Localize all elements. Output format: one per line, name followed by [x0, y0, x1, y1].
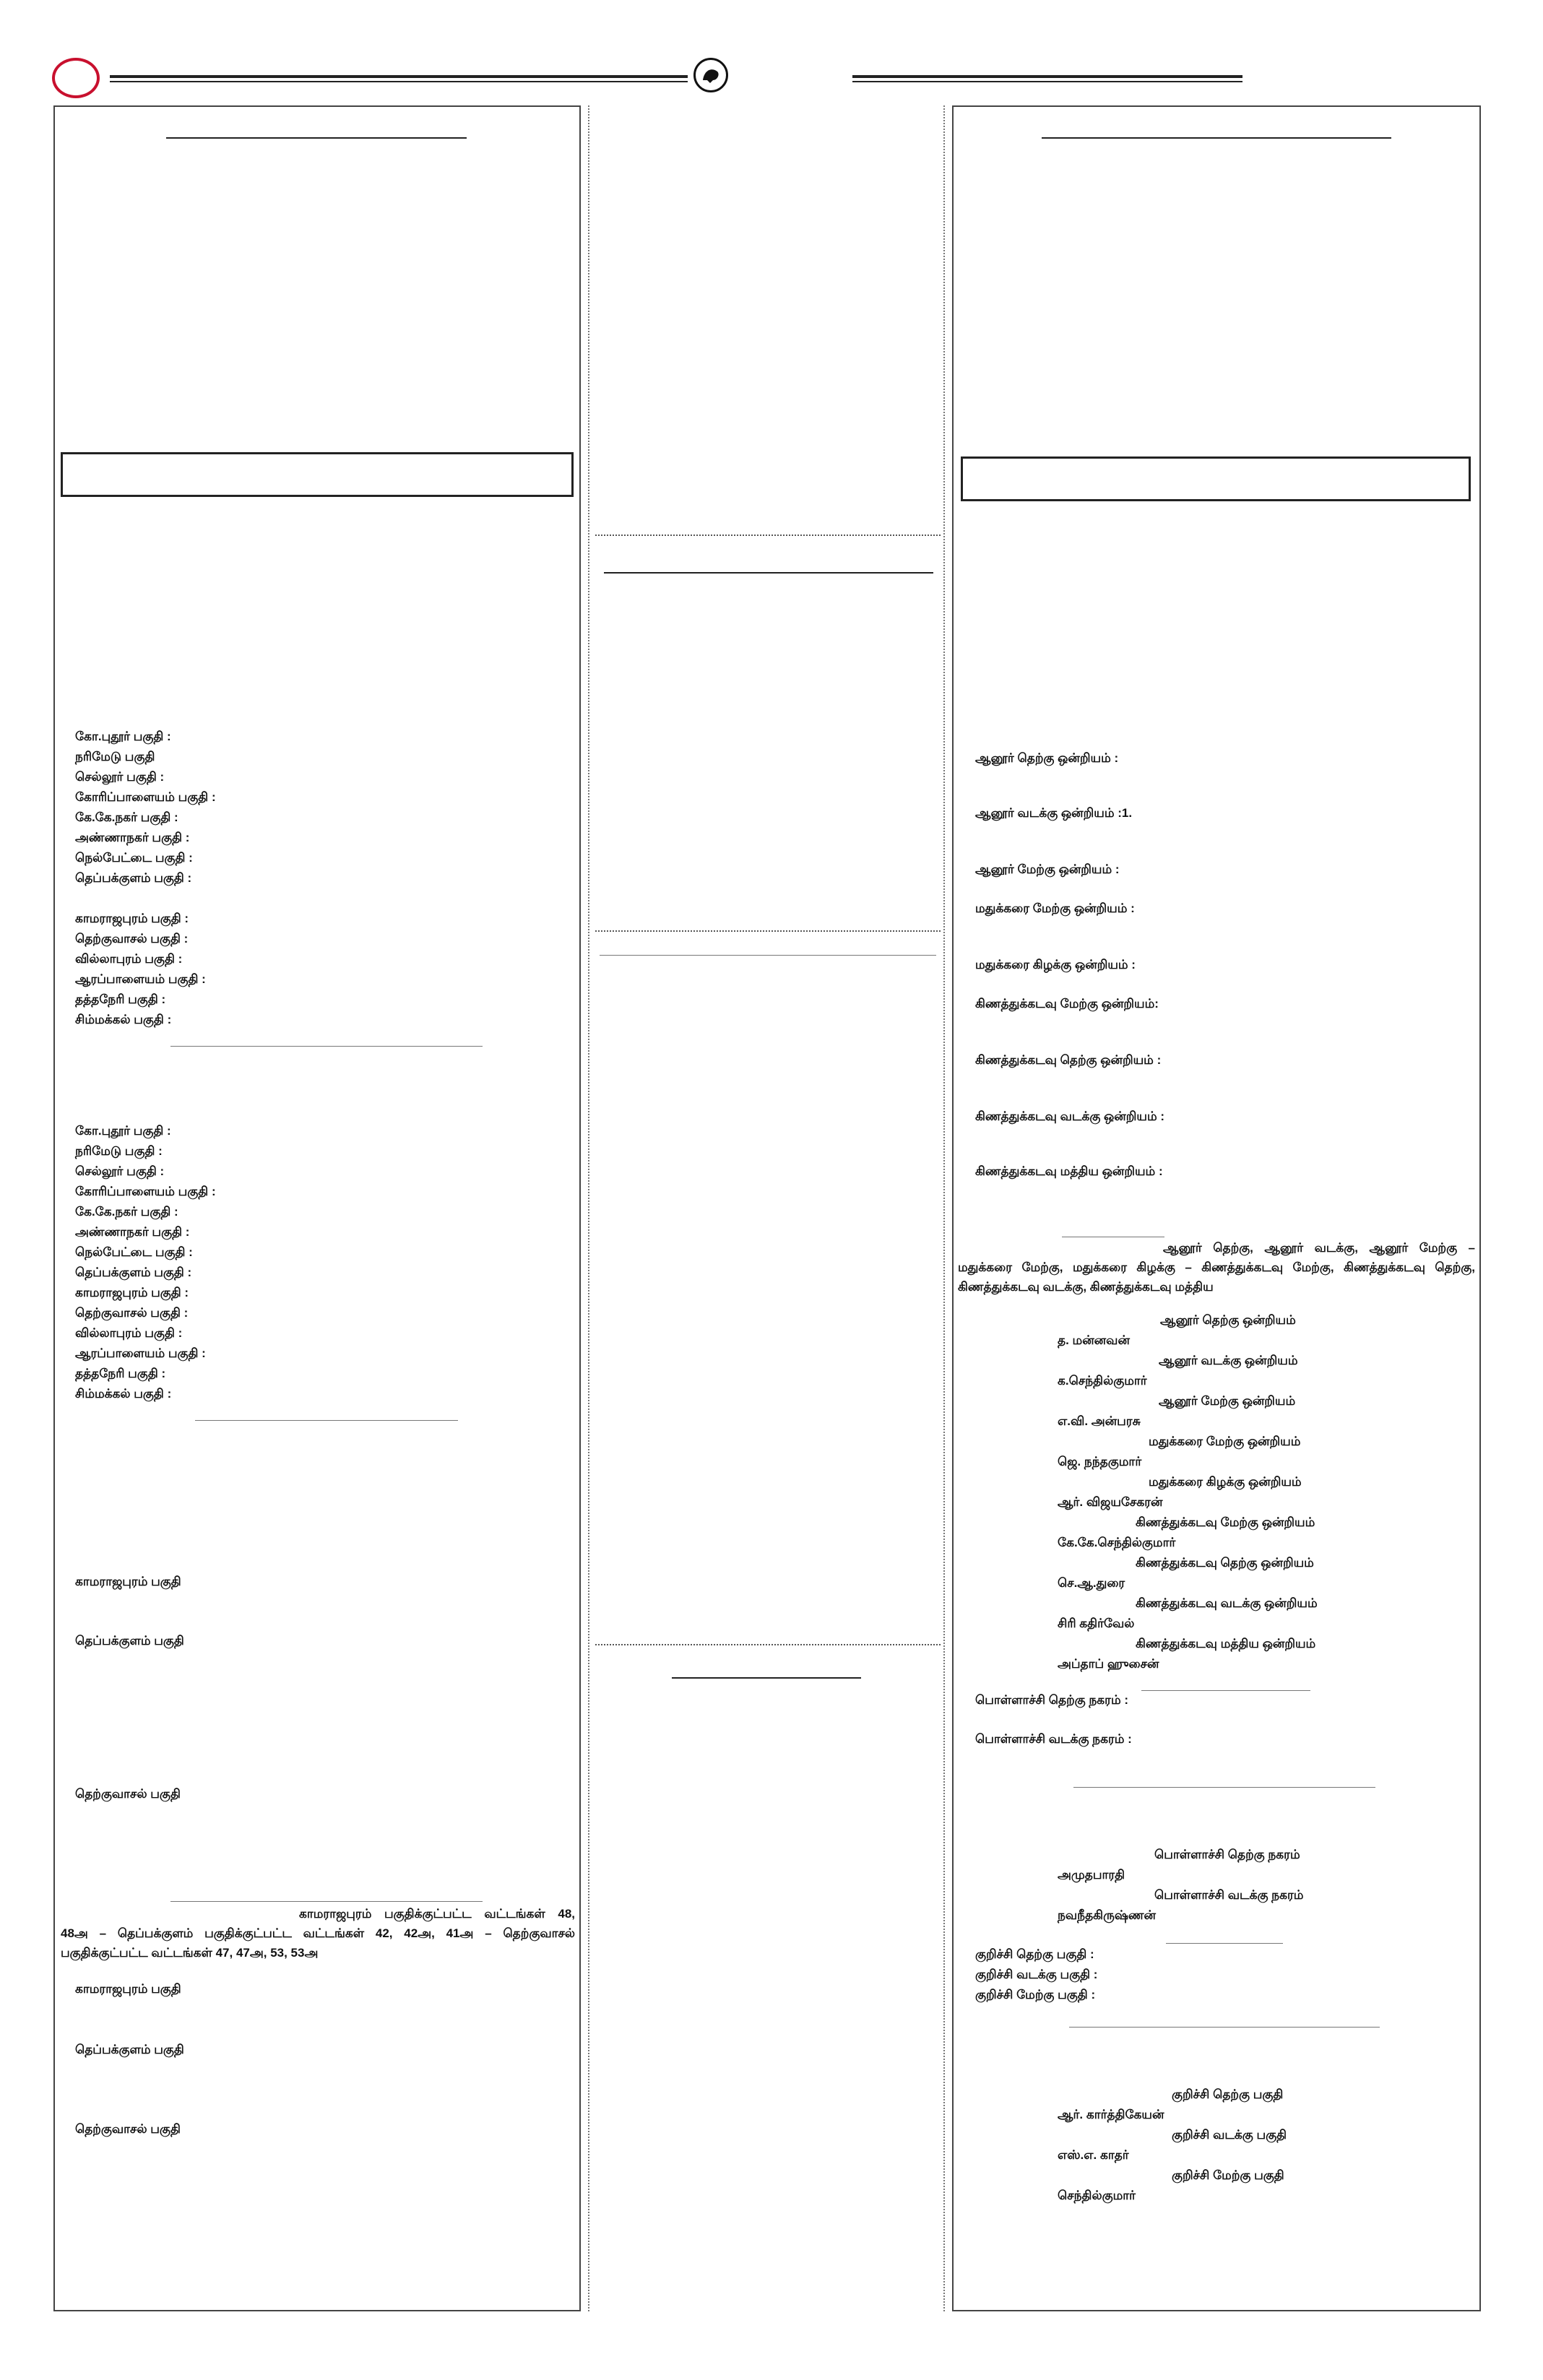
list-item: தத்தநேரி பகுதி : [75, 1367, 166, 1380]
right-section-rule-2 [1141, 1690, 1310, 1691]
left-paragraph-wards: காமராஜபுரம் பகுதிக்குட்பட்ட வட்டங்கள் 48, 48அ – தெப்பக்குளம் பகுதிக்குட்பட்ட வட்டங்கள் 42, 42அ, 41அ – தெற்குவாசல் பகுதிக்குட்பட்ட வட்டங்கள் 47, 47அ, 53, 53அ [61, 1907, 575, 1960]
header-rule-right [852, 75, 1242, 78]
list-item: ஆனூர் வடக்கு ஒன்றியம் :1. [975, 806, 1133, 820]
list-item: மதுக்கரை கிழக்கு ஒன்றியம் : [975, 958, 1136, 972]
emblem-icon [693, 58, 728, 92]
list-item: தெற்குவாசல் பகுதி : [75, 932, 189, 945]
list-item: கிணத்துக்கடவு மேற்கு ஒன்றியம்: [975, 997, 1159, 1011]
list-item: காமராஜபுரம் பகுதி : [75, 1286, 189, 1299]
appointment-unit: குறிச்சி வடக்கு பகுதி [1172, 2128, 1287, 2142]
list-item: தெப்பக்குளம் பகுதி : [75, 1265, 192, 1279]
list-item: வில்லாபுரம் பகுதி : [75, 952, 183, 966]
appointment-name: எ.வி. அன்பரசு [1058, 1414, 1141, 1428]
appointment-name: த. மன்னவன் [1058, 1333, 1130, 1347]
left-section-therkuvasal: தெற்குவாசல் பகுதி [75, 1787, 181, 1801]
left-section-theppakulam: தெப்பக்குளம் பகுதி [75, 1634, 184, 1648]
right-section-rule-5 [1069, 2027, 1380, 2028]
list-item: கோ.புதூர் பகுதி : [75, 730, 171, 743]
left-section-rule-2 [195, 1420, 458, 1421]
appointment-name: அப்தாப் ஹுசைன் [1058, 1657, 1159, 1671]
middle-title-rule-3 [672, 1677, 861, 1679]
appointment-unit: மதுக்கரை மேற்கு ஒன்றியம் [1149, 1435, 1301, 1448]
left-title-rule [166, 137, 467, 139]
right-title-rule [1042, 137, 1391, 139]
appointment-name: எஸ்.எ. காதர் [1058, 2148, 1129, 2162]
list-item: கோ.புதூர் பகுதி : [75, 1124, 171, 1138]
list-item: சிம்மக்கல் பகுதி : [75, 1387, 172, 1401]
right-heading-box [961, 456, 1471, 501]
list-item: நெல்பேட்டை பகுதி : [75, 1245, 193, 1259]
list-item: கிணத்துக்கடவு வடக்கு ஒன்றியம் : [975, 1109, 1165, 1123]
header-rule-left [110, 75, 688, 78]
header-logo-circle [52, 58, 100, 98]
middle-separator-1 [595, 535, 941, 536]
header-rule-right-thin [852, 81, 1242, 82]
left-section-kamarajapuram-2: காமராஜபுரம் பகுதி [75, 1982, 181, 1996]
appointment-unit: ஆனூர் வடக்கு ஒன்றியம் [1159, 1354, 1298, 1367]
list-item: நெல்பேட்டை பகுதி : [75, 851, 193, 865]
list-item: கே.கே.நகர் பகுதி : [75, 810, 178, 824]
middle-separator-3 [595, 1644, 941, 1645]
middle-title-rule-2 [600, 955, 936, 956]
appointment-unit: பொள்ளாச்சி தெற்கு நகரம் [1154, 1848, 1300, 1861]
appointment-name: செந்தில்குமார் [1058, 2189, 1136, 2202]
appointment-name: செ.ஆ.துரை [1058, 1576, 1125, 1590]
kurichi-item: குறிச்சி தெற்கு பகுதி : [975, 1947, 1094, 1961]
appointment-unit: கிணத்துக்கடவு மேற்கு ஒன்றியம் [1136, 1515, 1315, 1529]
list-item: தெற்குவாசல் பகுதி : [75, 1306, 189, 1320]
middle-title-rule-1 [604, 572, 933, 574]
pollachi-item: பொள்ளாச்சி வடக்கு நகரம் : [975, 1732, 1132, 1746]
list-item: ஆரப்பாளையம் பகுதி : [75, 1346, 206, 1360]
kurichi-item: குறிச்சி வடக்கு பகுதி : [975, 1968, 1098, 1981]
right-section-rule-3 [1073, 1787, 1375, 1788]
column-divider-left [588, 105, 589, 2311]
pollachi-item: பொள்ளாச்சி தெற்கு நகரம் : [975, 1693, 1129, 1707]
list-item: கோரிப்பாளையம் பகுதி : [75, 1185, 216, 1198]
kurichi-item: குறிச்சி மேற்கு பகுதி : [975, 1988, 1096, 2002]
list-item: செல்லூர் பகுதி : [75, 770, 165, 784]
middle-separator-2 [595, 930, 941, 932]
list-item: கிணத்துக்கடவு தெற்கு ஒன்றியம் : [975, 1053, 1162, 1067]
appointment-unit: கிணத்துக்கடவு மத்திய ஒன்றியம் [1136, 1637, 1316, 1650]
appointment-name: க.செந்தில்குமார் [1058, 1374, 1147, 1388]
right-section-rule-4 [1166, 1943, 1283, 1944]
list-item: கே.கே.நகர் பகுதி : [75, 1205, 178, 1219]
appointment-unit: ஆனூர் தெற்கு ஒன்றியம் [1160, 1313, 1296, 1327]
appointment-unit: கிணத்துக்கடவு தெற்கு ஒன்றியம் [1136, 1556, 1314, 1570]
list-item: ஆனூர் தெற்கு ஒன்றியம் : [975, 751, 1119, 765]
list-item: காமராஜபுரம் பகுதி : [75, 912, 189, 925]
appointment-unit: பொள்ளாச்சி வடக்கு நகரம் [1154, 1888, 1304, 1902]
appointment-name: ஜெ. நந்தகுமார் [1058, 1455, 1142, 1468]
list-item: தத்தநேரி பகுதி : [75, 992, 166, 1006]
appointment-unit: கிணத்துக்கடவு வடக்கு ஒன்றியம் [1136, 1596, 1318, 1610]
appointment-unit: குறிச்சி தெற்கு பகுதி [1172, 2087, 1284, 2101]
list-item: அண்ணாநகர் பகுதி : [75, 1225, 190, 1239]
appointment-name: சிரி கதிர்வேல் [1058, 1617, 1135, 1630]
appointment-name: அமுதபாரதி [1058, 1868, 1125, 1882]
appointment-name: ஆர். கார்த்திகேயன் [1058, 2108, 1164, 2121]
right-paragraph-unions: ஆனூர் தெற்கு, ஆனூர் வடக்கு, ஆனூர் மேற்கு – மதுக்கரை மேற்கு, மதுக்கரை கிழக்கு – கிணத்துக்கடவு மேற்கு, கிணத்துக்கடவு தெற்கு, கிணத்துக்கடவு வடக்கு, கிணத்துக்கடவு மத்திய [958, 1241, 1475, 1294]
left-section-rule-3 [170, 1901, 483, 1902]
left-section-therkuvasal-2: தெற்குவாசல் பகுதி [75, 2122, 181, 2136]
left-section-rule-1 [170, 1046, 483, 1047]
column-divider-right [943, 105, 945, 2311]
list-item: செல்லூர் பகுதி : [75, 1164, 165, 1178]
list-item: மதுக்கரை மேற்கு ஒன்றியம் : [975, 901, 1135, 915]
list-item: நரிமேடு பகுதி : [75, 1144, 163, 1158]
list-item: கிணத்துக்கடவு மத்திய ஒன்றியம் : [975, 1164, 1163, 1178]
appointment-name: கே.கே.செந்தில்குமார் [1058, 1536, 1176, 1549]
list-item: அண்ணாநகர் பகுதி : [75, 831, 190, 844]
appointment-unit: குறிச்சி மேற்கு பகுதி [1172, 2168, 1284, 2182]
list-item: கோரிப்பாளையம் பகுதி : [75, 790, 216, 804]
list-item: ஆனூர் மேற்கு ஒன்றியம் : [975, 862, 1120, 876]
list-item: தெப்பக்குளம் பகுதி : [75, 871, 192, 885]
left-section-kamarajapuram: காமராஜபுரம் பகுதி [75, 1575, 181, 1588]
appointment-name: ஆர். விஜயசேகரன் [1058, 1495, 1163, 1509]
left-heading-box [61, 452, 574, 497]
appointment-unit: மதுக்கரை கிழக்கு ஒன்றியம் [1149, 1475, 1302, 1489]
list-item: வில்லாபுரம் பகுதி : [75, 1326, 183, 1340]
appointment-unit: ஆனூர் மேற்கு ஒன்றியம் [1159, 1394, 1296, 1408]
left-section-theppakulam-2: தெப்பக்குளம் பகுதி [75, 2043, 184, 2056]
appointment-name: நவநீதகிருஷ்ணன் [1058, 1908, 1156, 1922]
header-rule-left-thin [110, 81, 688, 82]
list-item: சிம்மக்கல் பகுதி : [75, 1013, 172, 1026]
list-item: நரிமேடு பகுதி [75, 750, 155, 763]
list-item: ஆரப்பாளையம் பகுதி : [75, 972, 206, 986]
